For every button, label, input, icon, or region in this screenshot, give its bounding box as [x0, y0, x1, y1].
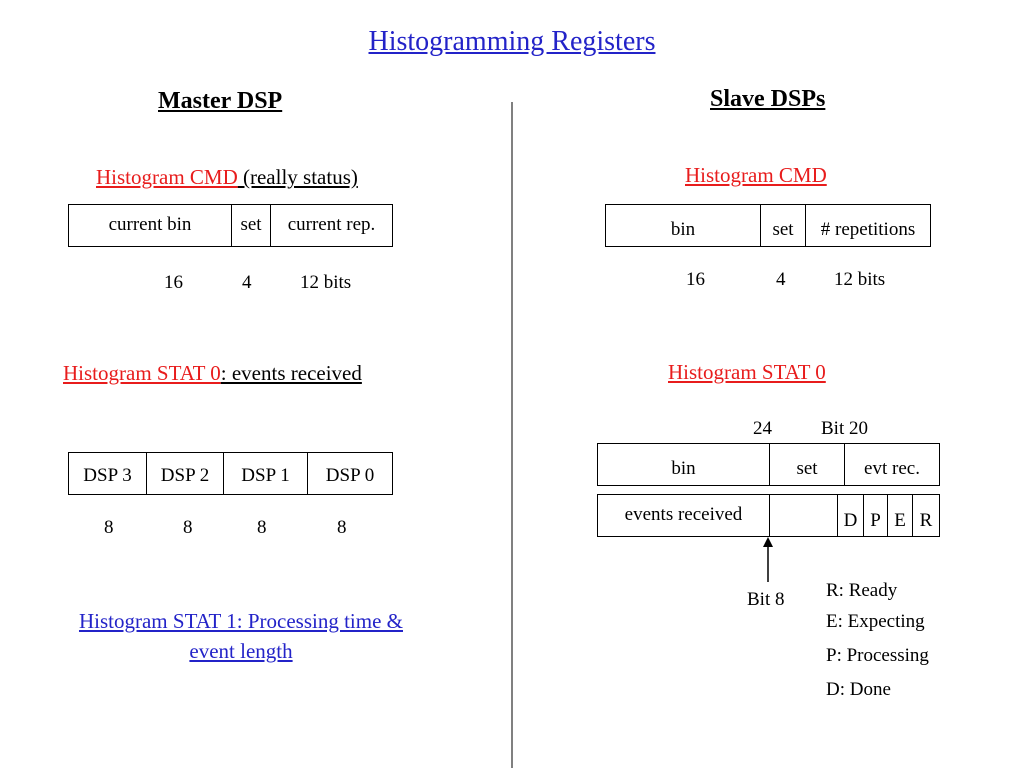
bit-width-label: 8	[257, 517, 267, 538]
master-stat1-line1: Histogram STAT 1: Processing time &	[78, 609, 403, 633]
register-field: set	[769, 444, 844, 485]
master-stat0-register	[68, 452, 393, 495]
bit-width-label: 8	[183, 517, 193, 538]
bit-width-label: 8	[104, 517, 114, 538]
master-cmd-title-red: Histogram CMD	[96, 165, 238, 189]
register-field: DSP 3	[83, 465, 132, 486]
master-cmd-title	[96, 165, 358, 190]
status-bit-expecting: E	[887, 495, 912, 536]
master-cmd-title-suffix: (really status)	[237, 165, 358, 189]
register-field: current rep.	[270, 205, 392, 246]
bit8-arrow	[755, 534, 783, 584]
bit-width-label: 12 bits	[300, 272, 352, 293]
master-heading: Master DSP	[158, 88, 283, 114]
bit-width-label: 4	[776, 269, 786, 290]
status-bit-processing: P	[863, 495, 887, 536]
status-bit-ready: R	[912, 495, 939, 536]
legend-done: D: Done	[826, 679, 891, 700]
master-cmd-register	[68, 204, 393, 247]
slave-stat0-title: Histogram STAT 0	[668, 360, 826, 384]
register-field: set	[231, 205, 270, 246]
bit-position-label: Bit 20	[821, 418, 868, 439]
register-field: # repetitions	[805, 205, 930, 246]
bit-width-label: 4	[242, 272, 252, 293]
register-field-blank	[769, 495, 837, 536]
bit8-label: Bit 8	[747, 589, 785, 610]
bit-position-label: 24	[753, 418, 772, 439]
register-field: bin	[671, 458, 696, 479]
register-field: current bin	[108, 214, 192, 235]
master-stat0-title-suffix: : events received	[220, 361, 362, 385]
register-field: set	[760, 205, 805, 246]
legend-ready: R: Ready	[826, 580, 898, 601]
bit-width-label: 8	[337, 517, 347, 538]
master-stat0-title-red: Histogram STAT 0	[63, 361, 221, 385]
register-field: DSP 0	[307, 453, 392, 494]
slave-heading: Slave DSPs	[710, 86, 826, 112]
status-bit-done: D	[837, 495, 863, 536]
legend-processing: P: Processing	[826, 645, 929, 666]
register-field: events received	[624, 504, 743, 525]
register-field: bin	[670, 219, 696, 240]
bit-width-label: 16	[686, 269, 705, 290]
legend-expecting: E: Expecting	[826, 611, 925, 632]
master-stat1-line2: event length	[189, 639, 293, 663]
bit-width-label: 16	[164, 272, 183, 293]
master-stat0-title	[63, 361, 362, 386]
slave-stat0-register-lower	[597, 494, 940, 537]
register-field: evt rec.	[844, 444, 939, 485]
bit-width-label: 12 bits	[834, 269, 886, 290]
slave-stat0-register-upper	[597, 443, 940, 486]
slave-cmd-register	[605, 204, 931, 247]
slide-title: Histogramming Registers	[368, 26, 656, 57]
register-field: DSP 2	[146, 453, 223, 494]
slave-cmd-title: Histogram CMD	[685, 163, 827, 187]
master-stat1-link[interactable]	[30, 606, 452, 666]
register-field: DSP 1	[223, 453, 307, 494]
